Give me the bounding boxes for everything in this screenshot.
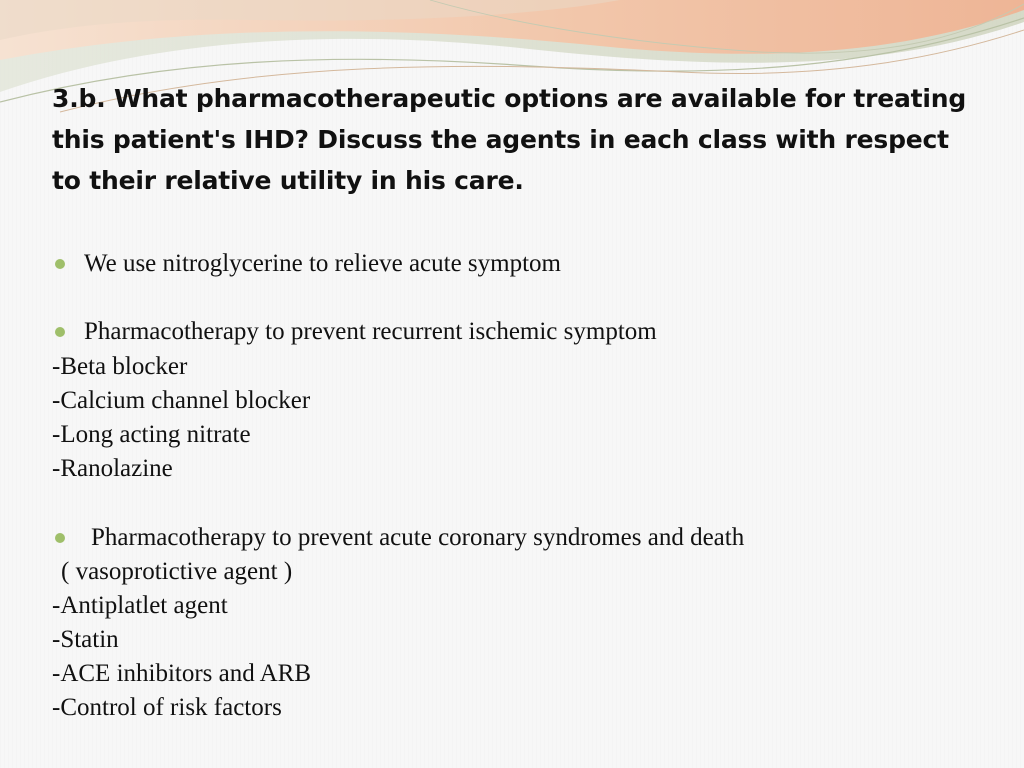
list-item: -Antiplatlet agent [52, 591, 228, 619]
list-item: -Calcium channel blocker [52, 386, 311, 414]
list-item: ( vasoprotictive agent ) [61, 557, 293, 585]
bullet-point [52, 521, 982, 555]
list-item: -Long acting nitrate [52, 420, 251, 448]
slide-body [52, 247, 982, 726]
bullet-dot-icon [55, 327, 65, 337]
list-item: -Beta blocker [52, 352, 188, 380]
bullet-text: Pharmacotherapy to prevent acute coronary syndromes and death [91, 523, 745, 551]
bullet-text: Pharmacotherapy to prevent recurrent ischemic symptom [84, 318, 657, 346]
list-item: -Ranolazine [52, 455, 173, 483]
slide-title: 3.b. What pharmacotherapeutic options are available for treating this patient's IHD? Discuss the agents in each class with respect to their relative utility in his care. [52, 84, 967, 195]
list-item: -ACE inhibitors and ARB [52, 660, 312, 688]
bullet-point [52, 315, 982, 349]
bullet-dot-icon [55, 259, 65, 269]
list-item: -Statin [52, 626, 119, 654]
bullet-dot-icon [55, 533, 65, 543]
bullet-text: We use nitroglycerine to relieve acute symptom [84, 250, 561, 277]
bullet-point [52, 247, 982, 281]
list-item: -Control of risk factors [52, 694, 282, 722]
